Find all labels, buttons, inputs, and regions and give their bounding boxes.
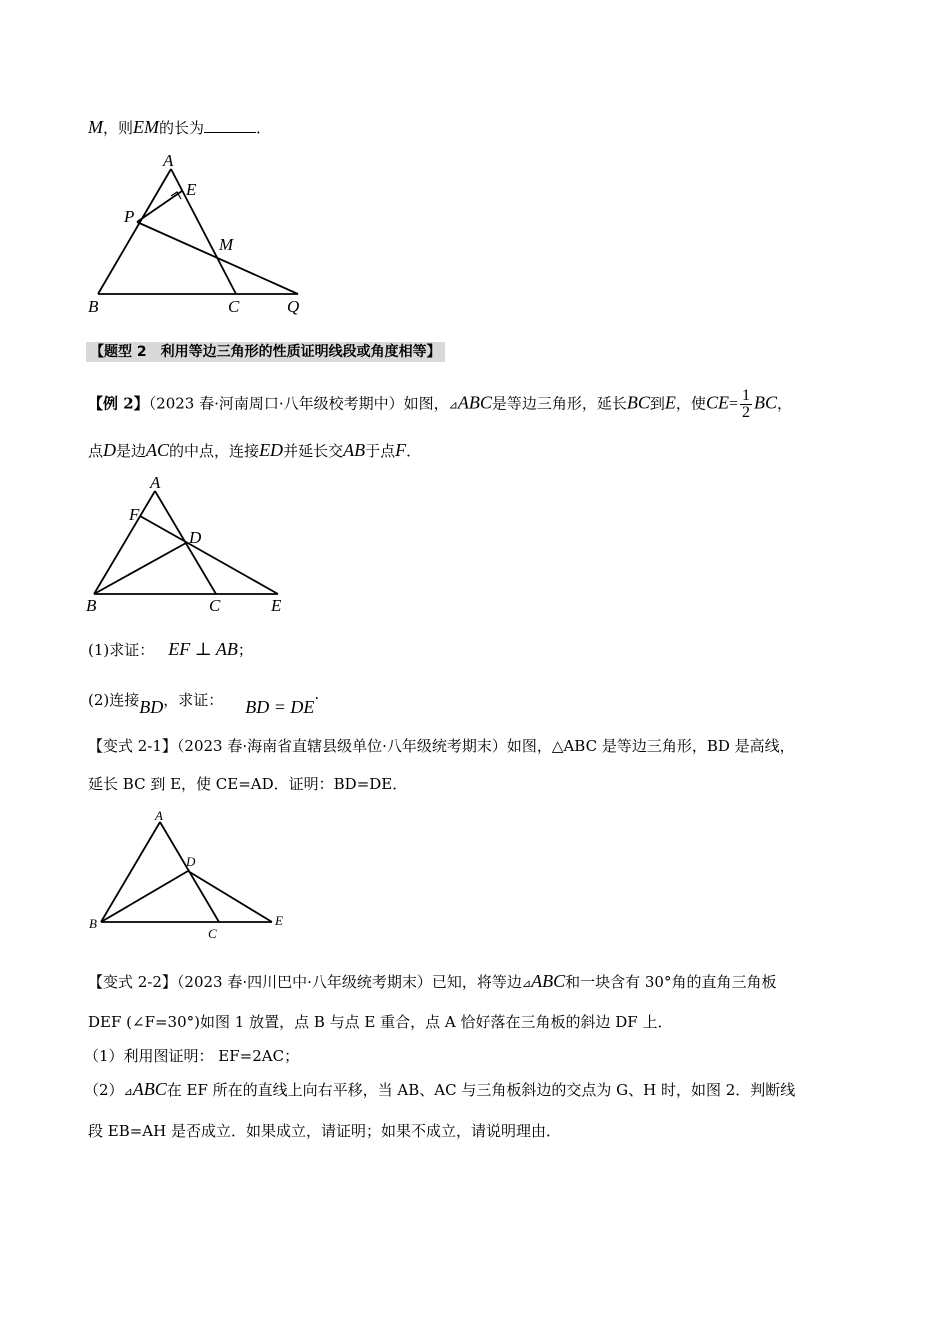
triangle-symbol: ⊿	[448, 399, 458, 412]
variant22-line-3: （1）利用图证明： EF=2AC；	[84, 1047, 300, 1065]
v22-text-a: 【变式 2-2】（2023 春·四川巴中·八年级统考期末）已知，将等边	[88, 973, 522, 991]
fig1-label-b: B	[88, 297, 99, 316]
l2-text-d: 并延长交	[283, 442, 344, 460]
fig3-label-a: A	[155, 808, 163, 823]
intro-text-2: 的长为	[159, 119, 205, 137]
l2-text-c: 的中点，连接	[169, 442, 260, 460]
var-em: EM	[133, 117, 160, 137]
var-d: D	[103, 440, 117, 460]
var-ed: ED	[259, 440, 284, 460]
l2-text-f: ．	[406, 442, 422, 460]
fig2-label-e: E	[271, 596, 282, 615]
q1-end: ；	[237, 641, 253, 659]
fraction-denominator: 2	[741, 404, 750, 421]
var-f: F	[395, 440, 407, 460]
q2-mid: ，求证：	[163, 691, 224, 709]
example2-text-3: ，使	[675, 394, 706, 413]
v22-l4-text-b: 在 EF 所在的直线上向右平移，当 AB、AC 与三角板斜边的交点为 G、H 时，如图 2．判断线	[166, 1081, 796, 1099]
v22-l4-text-a: （2）	[84, 1081, 124, 1099]
fig2-label-f: F	[129, 505, 140, 524]
var-m: M	[88, 117, 103, 137]
section-heading: 【题型 2 利用等边三角形的性质证明线段或角度相等】	[86, 342, 445, 362]
equals-sign: =	[728, 395, 738, 413]
var-e: E	[664, 392, 676, 413]
fig1-label-m: M	[219, 235, 234, 254]
intro-text-1: ，则	[103, 119, 134, 137]
var-ab: AB	[343, 440, 366, 460]
fig3-label-e: E	[275, 913, 283, 928]
example2-text-1: 是等边三角形，延长	[491, 394, 627, 413]
q2-var-bd: BD	[139, 697, 164, 717]
var-bc-2: BC	[753, 392, 777, 413]
fig1-label-c: C	[228, 297, 240, 316]
q1-expression: EF ⊥ AB	[168, 639, 238, 659]
example2-tag: 【例 2】	[88, 394, 149, 413]
variant22-line-2: DEF (∠F=30°)如图 1 放置，点 B 与点 E 重合，点 A 恰好落在三角板的斜边 DF 上．	[88, 1013, 673, 1031]
q2-expression: BD = DE	[245, 697, 315, 717]
v22-var-abc-2: ABC	[132, 1079, 167, 1099]
fig3-label-b: B	[89, 916, 97, 931]
q2-end: .	[314, 685, 320, 703]
q2-label: (2)连接	[88, 691, 140, 709]
var-bc: BC	[626, 392, 650, 413]
v22-triangle-symbol: ⊿	[521, 978, 532, 990]
example2-text-4: ，	[777, 394, 793, 413]
fig1-label-a: A	[163, 151, 174, 170]
fig2-label-b: B	[86, 596, 97, 615]
variant21-line-2: 延长 BC 到 E，使 CE=AD．证明：BD=DE．	[88, 775, 408, 793]
var-ce: CE	[705, 392, 729, 413]
fig1-label-e: E	[186, 180, 197, 199]
l2-text-a: 点	[88, 442, 104, 460]
q1-label: (1)求证：	[88, 641, 155, 659]
fig3-label-c: C	[208, 926, 217, 941]
variant22-line-4	[84, 1077, 795, 1104]
fraction-numerator: 1	[741, 387, 750, 404]
fig2-label-a: A	[150, 473, 161, 492]
variant22-line-5: 段 EB=AH 是否成立．如果成立，请证明；如果不成立，请说明理由．	[88, 1122, 561, 1140]
v22-triangle-symbol-2: ⊿	[123, 1086, 133, 1098]
example2-source: （2023 春·河南周口·八年级校考期中）如图，	[148, 394, 449, 413]
fig2-label-c: C	[209, 596, 221, 615]
l2-text-e: 于点	[365, 442, 396, 460]
variant21-line-1: 【变式 2-1】（2023 春·海南省直辖县级单位·八年级统考期末）如图，△ABC 是等边三角形，BD 是高线，	[88, 737, 795, 755]
l2-text-b: 是边	[116, 442, 147, 460]
intro-text-3: ．	[256, 119, 272, 137]
var-ac: AC	[146, 440, 170, 460]
example2-text-2: 到	[649, 394, 665, 413]
fig2-label-d: D	[189, 528, 202, 547]
fig3-label-d: D	[186, 854, 196, 869]
var-abc: ABC	[457, 392, 492, 413]
fig1-label-p: P	[124, 207, 135, 226]
fig1-label-q: Q	[287, 297, 300, 316]
v22-text-b: 和一块含有 30°角的直角三角板	[565, 973, 777, 991]
variant22-line-1	[88, 969, 776, 996]
v22-var-abc: ABC	[531, 971, 566, 991]
